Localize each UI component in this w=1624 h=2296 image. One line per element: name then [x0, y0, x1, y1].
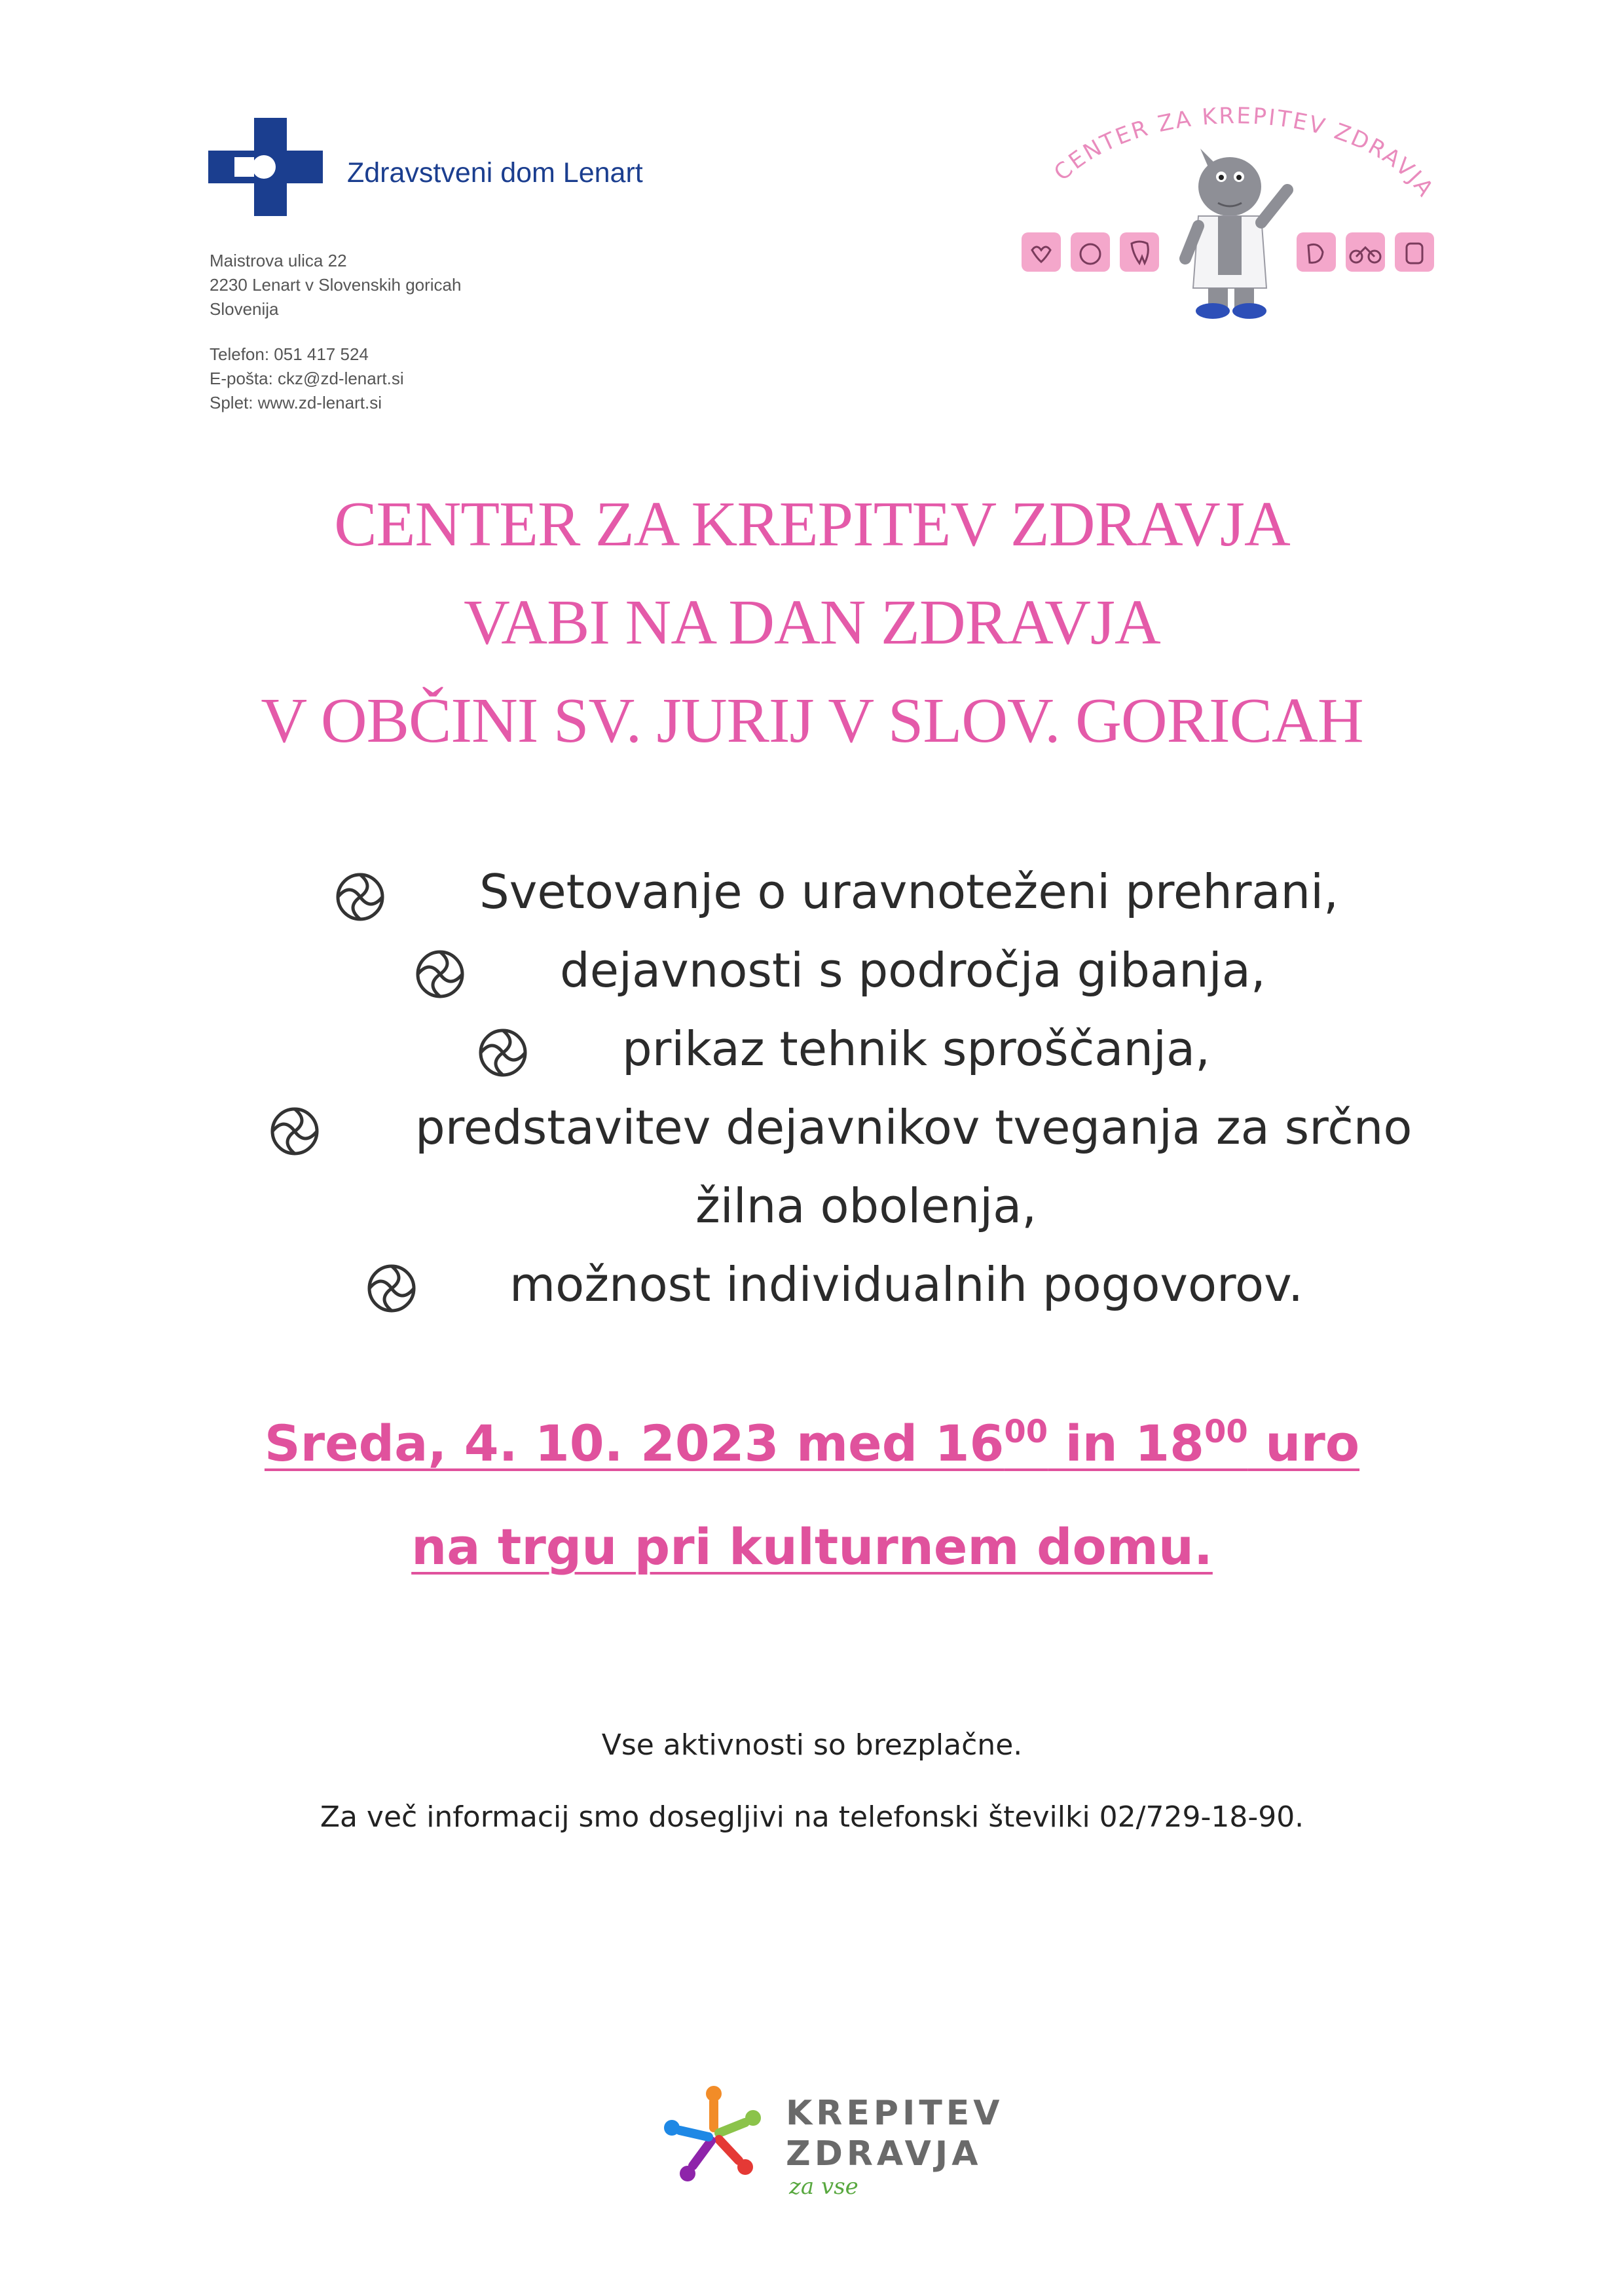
email-line: E-pošta: ckz@zd-lenart.si — [210, 369, 404, 388]
org-name: Zdravstveni dom Lenart — [347, 157, 643, 189]
time-start-sup: 00 — [1004, 1413, 1048, 1450]
footer-logo-sub: za vse — [789, 2174, 858, 2200]
event-date — [0, 1414, 1624, 1472]
footer-logo-line-2: ZDRAVJA — [786, 2134, 982, 2174]
swirl-bullet-icon — [334, 871, 386, 923]
title-line-3: V OBČINI SV. JURIJ V SLOV. GORICAH — [261, 685, 1363, 756]
address-line: Slovenija — [210, 299, 279, 319]
info-note: Za več informacij smo dosegljivi na telefonski številki 02/729-18-90. — [320, 1800, 1304, 1834]
swirl-bullet-icon — [268, 1105, 321, 1157]
activity-item: možnost individualnih pogovorov. — [509, 1257, 1304, 1312]
activity-item: Svetovanje o uravnoteženi prehrani, — [479, 864, 1339, 919]
swirl-bullet-icon — [477, 1027, 529, 1079]
phone-line: Telefon: 051 417 524 — [210, 344, 369, 364]
address-block — [210, 249, 461, 321]
free-note: Vse aktivnosti so brezplačne. — [601, 1728, 1023, 1762]
title-line-2: VABI NA DAN ZDRAVJA — [464, 587, 1160, 658]
footer-logo-line-1: KREPITEV — [786, 2094, 1004, 2133]
swirl-bullet-icon — [365, 1262, 418, 1315]
address-line: 2230 Lenart v Slovenskih goricah — [210, 275, 462, 295]
krepitev-zdravja-logo-icon — [661, 2082, 766, 2187]
activity-item: prikaz tehnik sproščanja, — [622, 1021, 1211, 1076]
contact-block — [210, 342, 404, 415]
address-line: Maistrova ulica 22 — [210, 251, 347, 270]
badge-arc-text: CENTER ZA KREPITEV ZDRAVJA — [1048, 103, 1439, 203]
title-line-1: CENTER ZA KREPITEV ZDRAVJA — [334, 489, 1290, 560]
activity-item-continued: žilna obolenja, — [695, 1178, 1037, 1233]
activity-item: dejavnosti s področja gibanja, — [560, 943, 1266, 998]
swirl-bullet-icon — [414, 948, 466, 1000]
ckz-badge-logo — [1022, 98, 1454, 334]
web-line: Splet: www.zd-lenart.si — [210, 393, 382, 412]
event-location: na trgu pri kulturnem domu. — [411, 1518, 1213, 1576]
rhino-mascot — [1185, 149, 1287, 319]
activity-item: predstavitev dejavnikov tveganja za srčno — [415, 1100, 1412, 1155]
time-end-sup: 00 — [1204, 1413, 1248, 1450]
zd-lenart-logo — [208, 118, 323, 216]
event-date-text: Sreda, 4. 10. 2023 med $16^{00}$ in $18^{00}$ uro — [264, 1413, 1360, 1472]
